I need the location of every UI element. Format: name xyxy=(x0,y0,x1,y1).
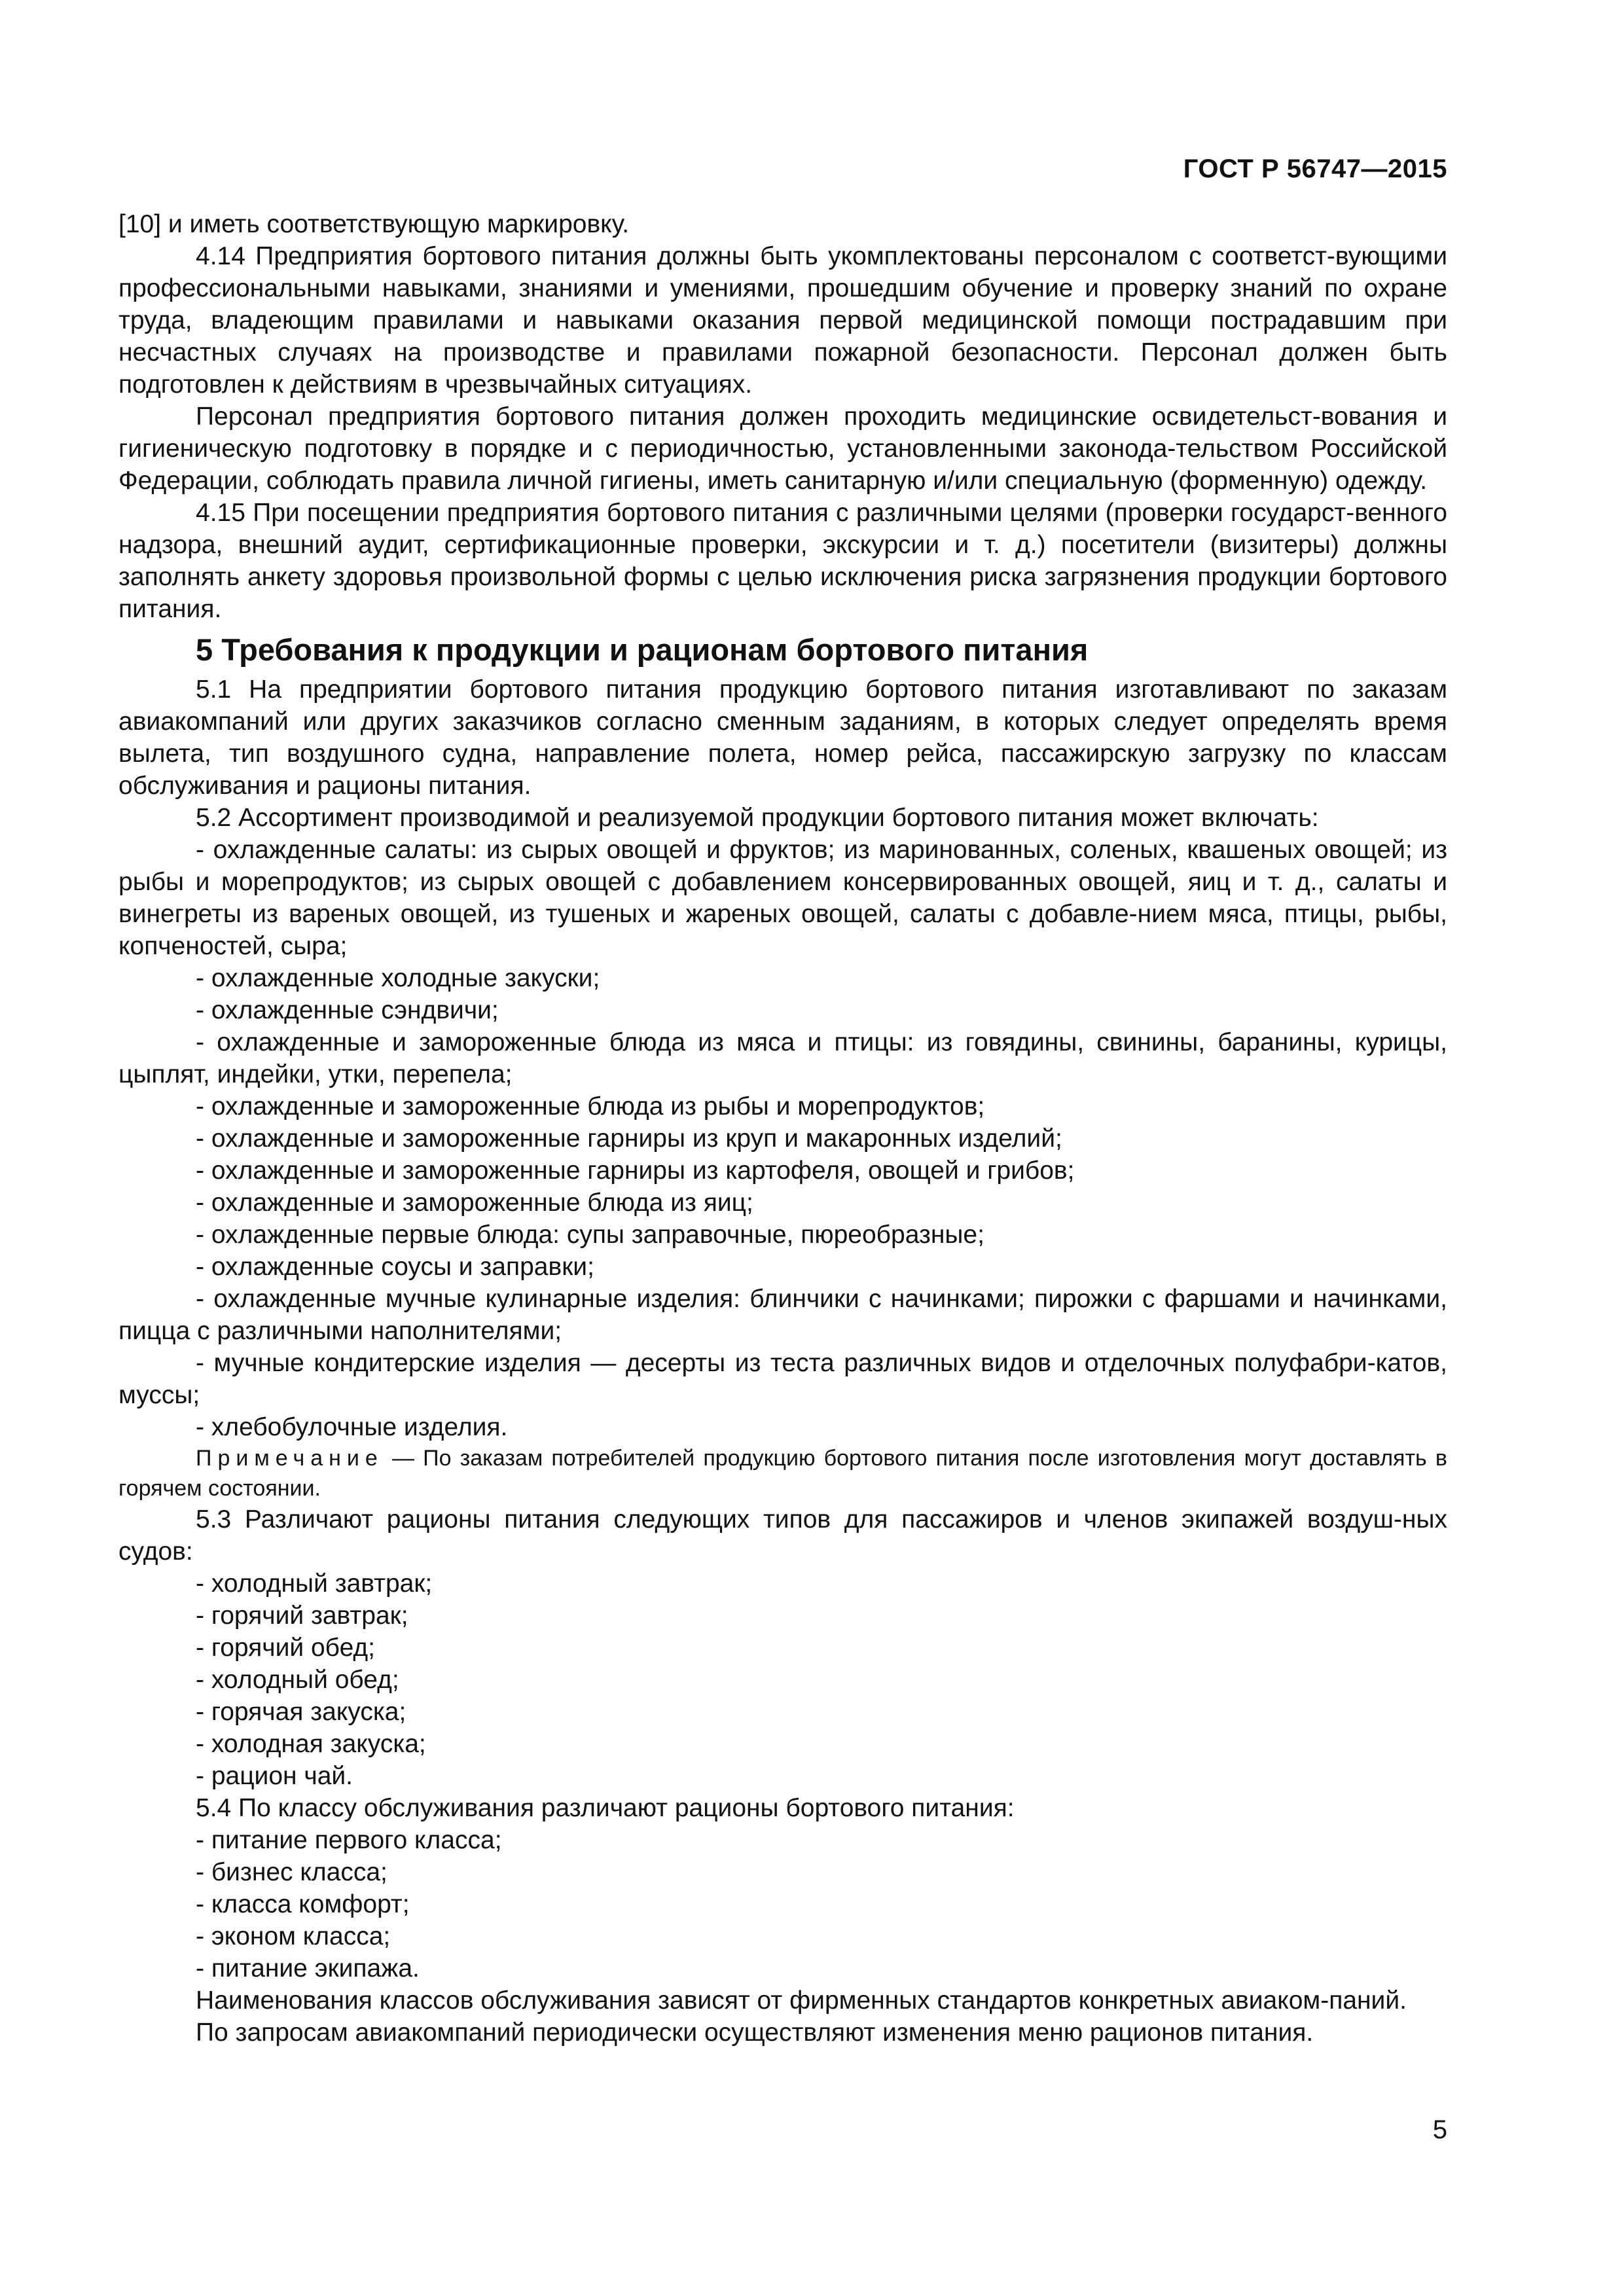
list-item: - питание экипажа. xyxy=(196,1954,420,1982)
clause-4-15: 4.15 При посещении предприятия бортового питания с различными целями (проверки государст-венного надзора, внешний аудит, сертификационные проверки, экскурсии и т. д.) посетители (визитеры) должны заполнять анкету здоровья произвольной формы с целью исключения риска загрязнения продукции бортового питания. xyxy=(118,499,1447,623)
list-item: - охлажденные и замороженные гарниры из круп и макаронных изделий; xyxy=(196,1124,1062,1153)
list-item: - охлажденные и замороженные блюда из мяса и птицы: из говядины, свинины, баранины, курицы, цыплят, индейки, утки, перепела; xyxy=(118,1028,1447,1088)
list-item: - охлажденные соусы и заправки; xyxy=(196,1253,594,1281)
list-item: - холодный завтрак; xyxy=(196,1570,433,1598)
note-text: — По заказам потребителей продукцию бортового питания после изготовления могут доставлять в горячем состоянии. xyxy=(118,1446,1447,1501)
section-5-title: 5 Требования к продукции и рационам бортового питания xyxy=(196,632,1089,667)
list-item: - класса комфорт; xyxy=(196,1890,410,1918)
list-item: - охлажденные мучные кулинарные изделия: блинчики с начинками; пирожки с фаршами и начинками, пицца с различными наполнителями; xyxy=(118,1285,1447,1345)
list-item: - мучные кондитерские изделия — десерты из теста различных видов и отделочных полуфабри-катов, муссы; xyxy=(118,1349,1447,1409)
list-item: - охлажденные и замороженные блюда из рыбы и морепродуктов; xyxy=(196,1092,985,1121)
list-item: - питание первого класса; xyxy=(196,1826,502,1854)
list-item: - охлажденные холодные закуски; xyxy=(196,964,600,992)
list-item: - холодная закуска; xyxy=(196,1730,426,1758)
list-item: - охлажденные и замороженные гарниры из картофеля, овощей и грибов; xyxy=(196,1157,1075,1185)
standard-code-header: ГОСТ Р 56747—2015 xyxy=(1183,154,1447,183)
clause-5-3: 5.3 Различают рационы питания следующих типов для пассажиров и членов экипажей воздуш-ных судов: xyxy=(118,1505,1447,1566)
paragraph-class-names: Наименования классов обслуживания зависят от фирменных стандартов конкретных авиаком-паний. xyxy=(196,1986,1407,2015)
page-number: 5 xyxy=(1432,2115,1447,2144)
list-item: - охлажденные и замороженные блюда из яиц; xyxy=(196,1189,753,1217)
clause-5-1: 5.1 На предприятии бортового питания продукцию бортового питания изготавливают по заказам авиакомпаний или других заказчиков согласно сменным заданиям, в которых следует определять время вылета, тип воздушного судна, направление полета, номер рейса, пассажирскую загрузку по классам обслуживания и рационы питания. xyxy=(118,675,1447,800)
clause-4-14: 4.14 Предприятия бортового питания должны быть укомплектованы персоналом с соответст-вующими профессиональными навыками, знаниями и умениями, прошедшим обучение и проверку знаний по охране труда, владеющим правилами и навыками оказания первой медицинской помощи пострадавшим при несчастных случаях на производстве и правилами пожарной безопасности. Персонал должен быть подготовлен к действиям в чрезвычайных ситуациях. xyxy=(118,242,1447,399)
list-item: - холодный обед; xyxy=(196,1666,399,1694)
note-label: Примечание xyxy=(196,1446,384,1471)
list-item: - бизнес класса; xyxy=(196,1858,388,1886)
page-content xyxy=(118,208,1447,2049)
list-item: - рацион чай. xyxy=(196,1762,353,1790)
paragraph-personnel: Персонал предприятия бортового питания должен проходить медицинские освидетельст-вования и гигиеническую подготовку в порядке и с периодичностью, установленными законода-тельством Российской Федерации, соблюдать правила личной гигиены, иметь санитарную и/или специальную (форменную) одежду. xyxy=(118,403,1447,495)
list-item: - горячий завтрак; xyxy=(196,1602,408,1630)
list-item: - охлажденные первые блюда: супы заправочные, пюреобразные; xyxy=(196,1221,984,1249)
paragraph-continuation: [10] и иметь соответствующую маркировку. xyxy=(118,210,630,238)
list-item: - горячий обед; xyxy=(196,1634,375,1662)
note xyxy=(118,1443,1447,1503)
list-item: - хлебобулочные изделия. xyxy=(196,1413,508,1441)
list-item: - горячая закуска; xyxy=(196,1698,406,1726)
list-item: - охлажденные сэндвичи; xyxy=(196,996,499,1024)
clause-5-4: 5.4 По классу обслуживания различают рационы бортового питания: xyxy=(196,1794,1015,1822)
list-item: - эконом класса; xyxy=(196,1922,391,1950)
paragraph-menu-changes: По запросам авиакомпаний периодически осуществляют изменения меню рационов питания. xyxy=(196,2018,1314,2047)
clause-5-2: 5.2 Ассортимент производимой и реализуемой продукции бортового питания может включать: xyxy=(196,804,1319,832)
list-item: - охлажденные салаты: из сырых овощей и фруктов; из маринованных, соленых, квашеных овощей; из рыбы и морепродуктов; из сырых овощей с добавлением консервированных овощей, яиц и т. д., салаты и винегреты из вареных овощей, из тушеных и жареных овощей, салаты с добавле-нием мяса, птицы, рыбы, копченостей, сыра; xyxy=(118,836,1447,960)
